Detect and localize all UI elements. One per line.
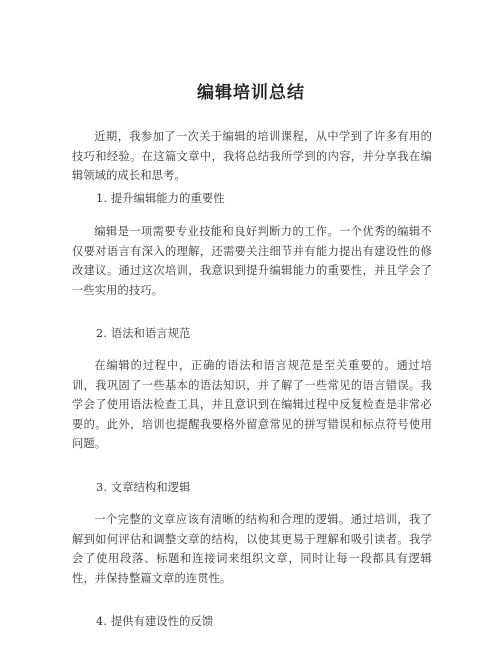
section-3-body: 一个完整的文章应该有清晰的结构和合理的逻辑。通过培训，我了解到如何评估和调整文章的结构，以使其更易于理解和吸引读者。我学会了使用段落、标题和连接词来组织文章，同时让每一段都具有逻辑性，并保持整篇文章的连贯性。: [72, 513, 432, 585]
section-4-heading: 4. 提供有建设性的反馈: [96, 615, 214, 628]
document-title: 编辑培训总结: [197, 83, 305, 103]
section-3-heading: 3. 文章结构和逻辑: [96, 481, 191, 494]
section-2-body: 在编辑的过程中，正确的语法和语言规范是至关重要的。通过培训，我巩固了一些基本的语法知识，并了解了一些常见的语言错误。我学会了使用语法检查工具，并且意识到在编辑过程中反复检查是非常必要的。此外，培训也提醒我要格外留意常见的拼写错误和标点符号使用问题。: [72, 359, 432, 451]
section-1-heading: 1. 提升编辑能力的重要性: [96, 192, 225, 205]
section-1-body: 编辑是一项需要专业技能和良好判断力的工作。一个优秀的编辑不仅要对语言有深入的理解，还需要关注细节并有能力提出有建设性的修改建议。通过这次培训，我意识到提升编辑能力的重要性，并且学会了一些实用的技巧。: [72, 225, 432, 297]
section-2-heading: 2. 语法和语言规范: [96, 327, 191, 340]
intro-paragraph: 近期，我参加了一次关于编辑的培训课程，从中学到了许多有用的技巧和经验。在这篇文章中，我将总结我所学到的内容，并分享我在编辑领域的成长和思考。: [72, 130, 432, 183]
